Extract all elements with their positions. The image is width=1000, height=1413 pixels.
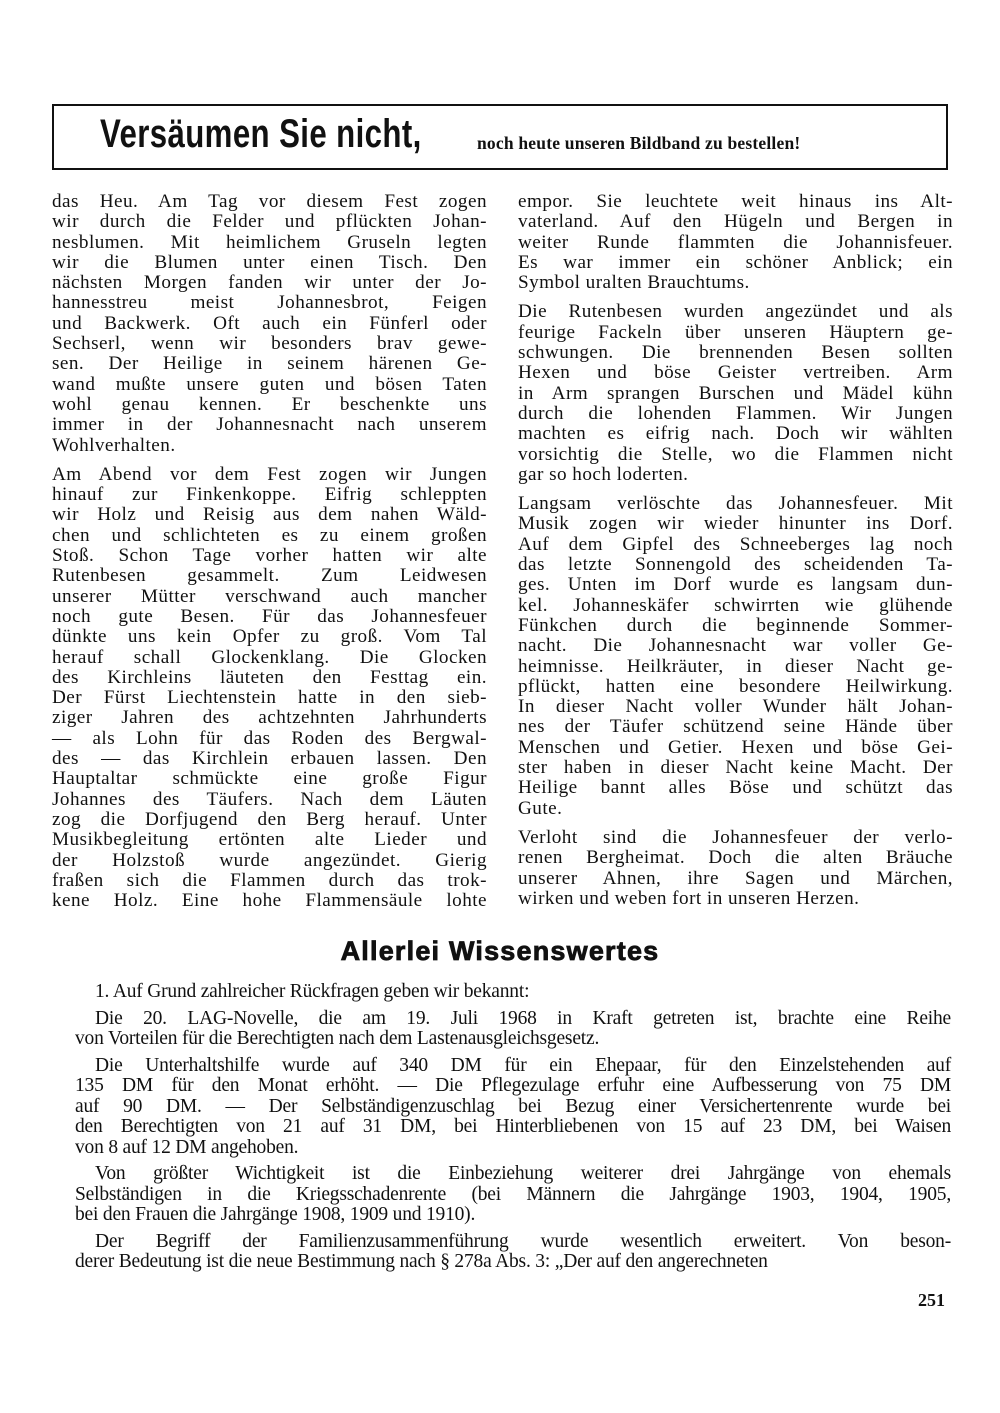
text-line: pflückt, hatten eine besondere Heilwirkung.: [518, 675, 953, 697]
text-line: kel. Johanneskäfer schwirrten wie glühende: [518, 594, 953, 616]
text-line: Fünkchen durch die beginnende Sommer-: [518, 614, 953, 636]
text-line: Selbständigen in die Kriegsschadenrente (bei Männern die Jahrgänge 1903, 1904, 1905,: [75, 1183, 951, 1205]
text-line: das letzte Sonnengold des scheidenden Ta-: [518, 554, 953, 576]
text-line: chen und schlichteten es zu einem großen: [52, 524, 487, 546]
text-line: zog die Dorfjugend den Berg herauf. Unter: [52, 808, 487, 830]
text-line: gar so hoch loderten.: [518, 463, 689, 485]
text-line: durch die lohenden Flammen. Wir Jungen: [518, 402, 953, 424]
text-line: des Kirchleins läuteten den Festtag ein.: [52, 666, 487, 688]
text-line: ziger Jahren des achtzehnten Jahrhunderts: [52, 707, 487, 729]
banner-title: Versäumen Sie nicht,: [100, 112, 422, 156]
text-line: den Berechtigten von 21 auf 31 DM, bei Hinterbliebenen von 15 auf 23 DM, bei Waisen: [75, 1116, 951, 1137]
text-line: 135 DM für den Monat erhöht. — Die Pflegezulage erfuhr eine Aufbesserung von 75 DM: [75, 1075, 951, 1096]
text-line: wir Holz und Reisig aus dem nahen Wäld-: [52, 504, 487, 526]
paragraph: [75, 1164, 951, 1226]
text-line: Symbol uralten Brauchtums.: [518, 272, 750, 294]
text-line: Die 20. LAG-Novelle, die am 19. Juli 1968 in Kraft getreten ist, brachte eine Reihe: [95, 1007, 951, 1029]
text-line: In dieser Nacht voller Wunder hält Johan-: [518, 696, 953, 718]
paragraph: [518, 192, 953, 293]
text-line: feurige Fackeln über unseren Häuptern ge-: [518, 321, 953, 343]
text-line: fraßen sich die Flammen durch das trok-: [52, 869, 487, 891]
article-column-right: [518, 192, 953, 918]
advertisement-banner: [52, 104, 948, 170]
text-line: Der Begriff der Familienzusammenführung wurde wesentlich erweitert. Von beson-: [95, 1230, 951, 1252]
text-line: Musik zogen wir wieder hinunter ins Dorf.: [518, 513, 953, 535]
text-line: Von größter Wichtigkeit ist die Einbeziehung weiterer drei Jahrgänge von ehemals: [95, 1163, 951, 1184]
text-line: Langsam verlöschte das Johannesfeuer. Mit: [518, 493, 953, 515]
text-line: sen. Der Heilige in seinem härenen Ge-: [52, 353, 487, 375]
text-line: heimnisse. Heilkräuter, in dieser Nacht ge-: [518, 655, 953, 677]
text-line: wohl genau kennen. Er beschenkte uns: [52, 393, 487, 415]
text-line: nesblumen. Mit heimlichem Gruseln legten: [52, 231, 487, 253]
text-line: Hauptaltar schmückte eine große Figur: [52, 768, 487, 790]
text-line: empor. Sie leuchtete weit hinaus ins Alt-: [518, 191, 953, 212]
text-line: Musikbegleitung ertönten alte Lieder und: [52, 829, 487, 851]
text-line: wir die Blumen unter einen Tisch. Den: [52, 251, 487, 273]
text-line: Stoß. Schon Tage vorher hatten wir alte: [52, 545, 487, 567]
paragraph: [518, 494, 953, 819]
text-line: machten es eifrig nach. Doch wir wählten: [518, 423, 953, 445]
text-line: vorsichtig die Stelle, wo die Flammen nicht: [518, 443, 953, 465]
text-line: Die Unterhaltshilfe wurde auf 340 DM für ein Ehepaar, für den Einzelstehenden auf: [95, 1054, 951, 1076]
text-line: hannesstreu meist Johannesbrot, Feigen: [52, 292, 487, 314]
text-line: unserer Ahnen, ihre Sagen und Märchen,: [518, 867, 953, 889]
section-body: [75, 982, 951, 1279]
text-line: Johannes des Täufers. Nach dem Läuten: [52, 788, 487, 810]
paragraph: [75, 1232, 951, 1273]
text-line: von Vorteilen für die Berechtigten nach dem Lastenausgleichsgesetz.: [75, 1028, 600, 1049]
banner-subtitle: noch heute unseren Bildband zu bestellen!: [477, 133, 801, 153]
text-line: noch gute Besen. Für das Johannesfeuer: [52, 605, 487, 627]
paragraph: [518, 828, 953, 909]
text-line: bei den Frauen die Jahrgänge 1908, 1909 und 1910).: [75, 1204, 476, 1225]
text-line: des — das Kirchlein erbauen lassen. Den: [52, 748, 487, 770]
text-line: immer in der Johannesnacht nach unserem: [52, 414, 487, 436]
text-line: Verloht sind die Johannesfeuer der verlo-: [518, 826, 953, 848]
paragraph: [518, 302, 953, 485]
text-line: ges. Unten im Dorf wurde es langsam dun-: [518, 574, 953, 596]
text-line: auf 90 DM. — Der Selbständigenzuschlag bei Bezug einer Versichertenrente wurde bei: [75, 1095, 951, 1117]
article-column-left: [52, 192, 487, 920]
paragraph: [52, 465, 487, 912]
text-line: herauf schall Glockenklang. Die Glocken: [52, 646, 487, 668]
text-line: unserer Mütter verschwand auch mancher: [52, 585, 487, 607]
text-line: renen Bergheimat. Doch die alten Bräuche: [518, 847, 953, 869]
paragraph: [75, 982, 951, 1003]
section-heading: Allerlei Wissenswertes: [340, 936, 660, 966]
text-line: Auf dem Gipfel des Schneeberges lag noch: [518, 533, 953, 555]
text-line: Hexen und böse Geister vertreiben. Arm: [518, 362, 953, 384]
text-line: kene Holz. Eine hohe Flammensäule lohte: [52, 890, 487, 912]
text-line: 1. Auf Grund zahlreicher Rückfragen geben wir bekannt:: [95, 981, 530, 1002]
text-line: von 8 auf 12 DM angehoben.: [75, 1136, 299, 1158]
text-line: Heilige bannt alles Böse und schützt das: [518, 777, 953, 799]
text-line: weiter Runde flammten die Johannisfeuer.: [518, 231, 953, 253]
text-line: derer Bedeutung ist die neue Bestimmung nach § 278a Abs. 3: „Der auf den angerechneten: [75, 1251, 768, 1272]
text-line: Die Rutenbesen wurden angezündet und als: [518, 301, 953, 323]
text-line: Rutenbesen gesammelt. Zum Leidwesen: [52, 565, 487, 587]
text-line: Am Abend vor dem Fest zogen wir Jungen: [52, 463, 487, 485]
text-line: Menschen und Getier. Hexen und böse Gei-: [518, 736, 953, 758]
text-line: und Backwerk. Oft auch ein Fünferl oder: [52, 312, 487, 334]
text-line: Es war immer ein schöner Anblick; ein: [518, 251, 953, 273]
text-line: in Arm sprangen Burschen und Mädel kühn: [518, 382, 953, 404]
text-line: der Holzstoß wurde angezündet. Gierig: [52, 849, 487, 871]
text-line: schwungen. Die brennenden Besen sollten: [518, 342, 953, 364]
text-line: — als Lohn für das Roden des Bergwal-: [52, 727, 487, 749]
text-line: ster haben in dieser Nacht keine Macht. Der: [518, 757, 953, 779]
text-line: das Heu. Am Tag vor diesem Fest zogen: [52, 191, 487, 212]
text-line: dünkte uns kein Opfer zu groß. Vom Tal: [52, 626, 487, 648]
text-line: nacht. Die Johannesnacht war voller Ge-: [518, 635, 953, 657]
text-line: wand mußte unsere guten und bösen Taten: [52, 373, 487, 395]
text-line: nächsten Morgen fanden wir unter der Jo-: [52, 272, 487, 294]
text-line: nes der Täufer schützend seine Hände über: [518, 716, 953, 738]
text-line: hinauf zur Finkenkoppe. Eifrig schleppten: [52, 484, 487, 506]
paragraph: [75, 1009, 951, 1050]
text-line: Gute.: [518, 797, 563, 819]
page-number: 251: [918, 1290, 945, 1310]
text-line: Der Fürst Liechtenstein hatte in den sieb-: [52, 687, 487, 709]
text-line: wir durch die Felder und pflückten Johan-: [52, 211, 487, 233]
paragraph: [52, 192, 487, 456]
text-line: Wohlverhalten.: [52, 434, 176, 456]
text-line: wirken und weben fort in unseren Herzen.: [518, 887, 860, 909]
text-line: vaterland. Auf den Hügeln und Bergen in: [518, 211, 953, 233]
paragraph: [75, 1056, 951, 1159]
text-line: Sechserl, wenn wir besonders brav gewe-: [52, 333, 487, 355]
